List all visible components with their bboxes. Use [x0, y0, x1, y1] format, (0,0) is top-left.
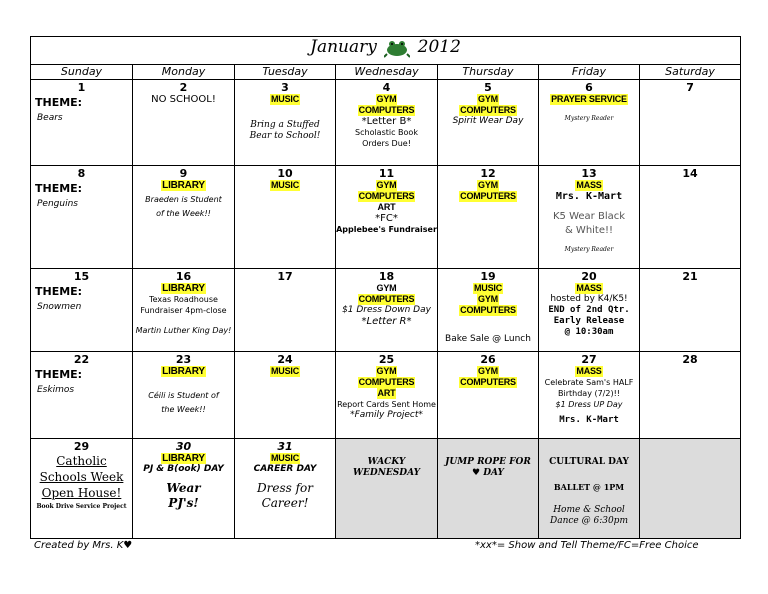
event-text: Martin Luther King Day! — [135, 326, 232, 335]
activity-tag: MASS — [576, 283, 602, 293]
event-text: Orders Due! — [362, 139, 411, 148]
day-cell — [31, 269, 133, 352]
day-number: 26 — [480, 353, 496, 366]
day-cell — [235, 166, 336, 269]
day-number: 23 — [175, 353, 192, 366]
day-number: 13 — [581, 167, 597, 180]
day-number: 9 — [179, 167, 188, 180]
activity-tag: GYM — [478, 180, 498, 190]
day-cell — [235, 269, 336, 352]
day-number: 14 — [682, 167, 698, 180]
day-number: 12 — [480, 167, 496, 180]
theme-label: THEME: — [35, 182, 83, 195]
event-text: *Letter R* — [361, 316, 412, 327]
activity-tag: COMPUTERS — [358, 377, 415, 387]
day-number: 22 — [73, 353, 90, 366]
event-text: *FC* — [375, 213, 398, 224]
day-cell — [640, 352, 741, 439]
dow-thursday: Thursday — [438, 65, 539, 80]
event-text: Texas Roadhouse — [149, 295, 218, 304]
day-cell — [31, 80, 133, 166]
event-text: Fundraiser 4pm-close — [140, 306, 227, 315]
calendar-table — [30, 36, 741, 539]
day-number: 19 — [480, 270, 496, 283]
event-text: the Week!! — [161, 405, 206, 414]
event-text: END of 2nd Qtr. — [548, 305, 630, 315]
day-number: 11 — [378, 167, 395, 180]
day-cell — [539, 80, 640, 166]
event-text: Scholastic Book — [355, 128, 418, 137]
day-cell — [133, 269, 235, 352]
event-text: Career! — [261, 496, 309, 510]
activity-tag: GYM — [478, 294, 498, 304]
day-number: 2 — [179, 81, 188, 94]
day-number: 6 — [585, 81, 593, 94]
event-text: Spirit Wear Day — [452, 116, 524, 126]
day-cell — [31, 352, 133, 439]
activity-tag: GYM — [376, 283, 397, 293]
day-cell — [539, 439, 640, 539]
day-number: 21 — [682, 270, 698, 283]
week-row — [31, 269, 741, 352]
event-text: Dance @ 6:30pm — [550, 516, 628, 526]
event-text: Open House! — [41, 486, 122, 500]
event-text: *Family Project* — [350, 410, 423, 420]
dow-saturday: Saturday — [640, 65, 741, 80]
event-text: Applebee's Fundraiser — [336, 225, 437, 234]
event-text: Wear — [166, 481, 201, 495]
event-text: @ 10:30am — [564, 327, 614, 337]
activity-tag: COMPUTERS — [358, 191, 415, 201]
theme-label: THEME: — [35, 368, 83, 381]
day-cell — [640, 439, 741, 539]
dow-sunday: Sunday — [31, 65, 133, 80]
dow-monday: Monday — [133, 65, 235, 80]
event-text: CULTURAL DAY — [549, 457, 629, 467]
day-cell — [133, 80, 235, 166]
event-text: NO SCHOOL! — [151, 94, 216, 105]
event-text: Early Release — [553, 316, 625, 326]
day-number: 31 — [277, 440, 293, 453]
day-cell — [539, 269, 640, 352]
day-cell — [235, 352, 336, 439]
day-cell — [133, 352, 235, 439]
day-cell — [438, 269, 539, 352]
day-cell — [539, 352, 640, 439]
event-text: K5 Wear Black — [552, 211, 626, 222]
day-cell — [640, 166, 741, 269]
event-text: Schools Week — [39, 470, 124, 484]
dow-friday: Friday — [539, 65, 640, 80]
day-cell — [336, 80, 438, 166]
day-cell — [438, 166, 539, 269]
day-cell — [235, 439, 336, 539]
activity-tag: COMPUTERS — [460, 105, 516, 115]
event-text: Bring a Stuffed — [250, 120, 320, 130]
day-number: 3 — [281, 81, 289, 94]
event-text: Celebrate Sam's HALF — [544, 378, 634, 387]
calendar-title — [31, 37, 741, 65]
day-cell — [133, 166, 235, 269]
event-text: of the Week!! — [156, 209, 211, 218]
day-cell — [640, 269, 741, 352]
day-cell — [336, 439, 438, 539]
theme-value: Penguins — [37, 199, 78, 209]
theme-value: Eskimos — [37, 385, 75, 395]
event-text: Book Drive Service Project — [36, 503, 127, 510]
event-text: Home & School — [553, 505, 625, 515]
event-text: Mystery Reader — [564, 246, 614, 253]
day-number: 29 — [73, 440, 90, 453]
activity-tag: GYM — [376, 94, 397, 104]
day-number: 4 — [382, 81, 391, 94]
activity-tag: LIBRARY — [162, 180, 205, 191]
day-cell — [336, 166, 438, 269]
activity-tag: MASS — [576, 180, 602, 190]
event-text: Catholic — [56, 454, 107, 468]
day-cell — [438, 439, 539, 539]
frog-icon — [384, 38, 410, 58]
event-text: Braeden is Student — [145, 195, 222, 204]
theme-value: Snowmen — [37, 302, 82, 312]
event-text: Mrs. K-Mart — [559, 415, 619, 425]
title-year: 2012 — [417, 37, 461, 57]
day-number: 7 — [686, 81, 694, 94]
week-row — [31, 352, 741, 439]
days-of-week-row — [31, 65, 741, 80]
event-text: Bake Sale @ Lunch — [445, 334, 531, 344]
day-number: 8 — [77, 167, 86, 180]
event-text: PJ & B(ook) DAY — [143, 464, 224, 474]
day-number: 16 — [175, 270, 192, 283]
activity-tag: COMPUTERS — [358, 294, 415, 304]
day-cell — [539, 166, 640, 269]
activity-tag: LIBRARY — [162, 453, 205, 464]
day-number: 5 — [484, 81, 492, 94]
activity-tag: COMPUTERS — [358, 105, 415, 115]
day-cell — [235, 80, 336, 166]
event-text: *Letter B* — [361, 116, 412, 127]
activity-tag: MUSIC — [271, 453, 299, 463]
footer-legend: *xx*= Show and Tell Theme/FC=Free Choice — [475, 540, 699, 551]
event-text: WACKY — [367, 457, 406, 467]
event-text: JUMP ROPE FOR — [445, 457, 531, 467]
day-number: 25 — [378, 353, 395, 366]
activity-tag: COMPUTERS — [460, 305, 516, 315]
activity-tag: LIBRARY — [162, 366, 205, 377]
event-text: $1 Dress Down Day — [342, 305, 431, 315]
event-text: Mystery Reader — [564, 115, 614, 122]
day-cell — [336, 352, 438, 439]
event-text: Bear to School! — [249, 131, 321, 141]
activity-tag: MUSIC — [271, 94, 299, 104]
title-month: January — [310, 37, 377, 57]
event-text: Céili is Student of — [148, 391, 219, 400]
theme-label: THEME: — [35, 96, 83, 109]
day-cell — [31, 439, 133, 539]
event-text: ♥ DAY — [472, 468, 504, 478]
day-cell — [336, 269, 438, 352]
event-text: PJ's! — [168, 496, 199, 510]
activity-tag: MUSIC — [474, 283, 502, 293]
day-cell — [640, 80, 741, 166]
day-number: 20 — [581, 270, 597, 283]
week-row — [31, 166, 741, 269]
event-text: CAREER DAY — [253, 464, 317, 474]
activity-tag: PRAYER SERVICE — [551, 94, 627, 104]
activity-tag: MASS — [576, 366, 602, 376]
event-text: hosted by K4/K5! — [550, 294, 628, 304]
week-row — [31, 80, 741, 166]
event-text: Birthday (7/2)!! — [558, 389, 620, 398]
day-number: 30 — [175, 440, 192, 453]
event-text: Dress for — [257, 481, 313, 495]
day-number: 24 — [277, 353, 293, 366]
activity-tag: GYM — [478, 366, 498, 376]
day-number: 10 — [277, 167, 293, 180]
day-cell — [31, 166, 133, 269]
activity-tag: GYM — [376, 180, 397, 190]
day-number: 1 — [77, 81, 86, 94]
day-cell — [133, 439, 235, 539]
event-text: WEDNESDAY — [352, 468, 421, 478]
week-row — [31, 439, 741, 539]
day-number: 18 — [378, 270, 395, 283]
day-number: 27 — [581, 353, 597, 366]
activity-tag: COMPUTERS — [460, 191, 516, 201]
event-text: $1 Dress UP Day — [555, 400, 623, 409]
activity-tag: MUSIC — [271, 366, 299, 376]
event-text: Mrs. K-Mart — [555, 191, 623, 202]
activity-tag: ART — [377, 388, 396, 398]
footer-credit: Created by Mrs. K♥ — [34, 540, 133, 551]
day-number: 15 — [73, 270, 90, 283]
activity-tag: GYM — [376, 366, 397, 376]
dow-wednesday: Wednesday — [336, 65, 438, 80]
activity-tag: COMPUTERS — [460, 377, 516, 387]
event-text: & White!! — [564, 225, 614, 236]
event-text: Report Cards Sent Home — [337, 400, 436, 409]
event-text: BALLET @ 1PM — [553, 482, 625, 492]
theme-label: THEME: — [35, 285, 83, 298]
activity-tag: GYM — [478, 94, 498, 104]
day-cell — [438, 352, 539, 439]
activity-tag: MUSIC — [271, 180, 299, 190]
day-number: 17 — [277, 270, 293, 283]
theme-value: Bears — [37, 113, 63, 123]
activity-tag: LIBRARY — [162, 283, 205, 294]
day-number: 28 — [682, 353, 698, 366]
dow-tuesday: Tuesday — [235, 65, 336, 80]
day-cell — [438, 80, 539, 166]
activity-tag: ART — [377, 202, 396, 212]
